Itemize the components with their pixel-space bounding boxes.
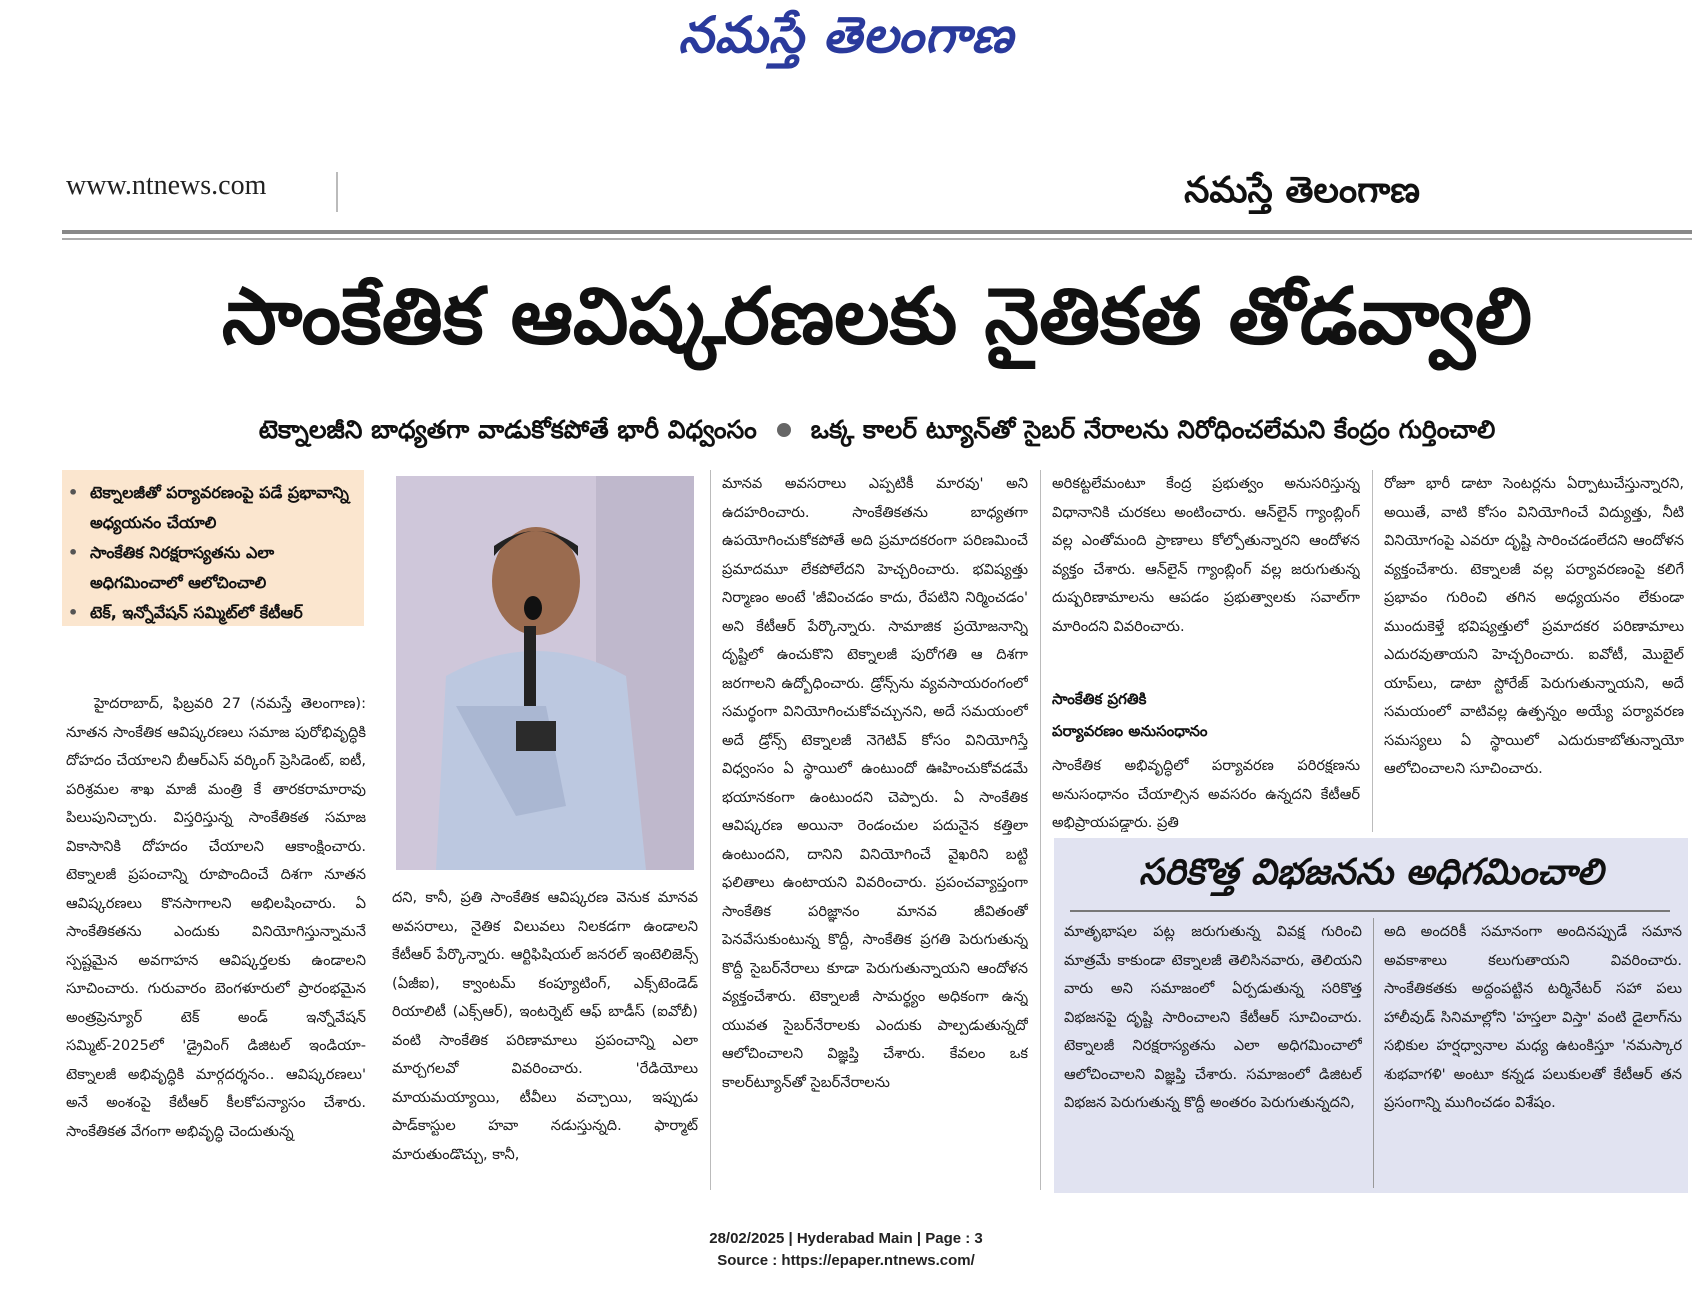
highlight-item: • సాంకేతిక నిరక్షరాస్యతను ఎలా అధిగమించాలో ఆలోచించాలి — [68, 538, 358, 598]
article-column-5: రోజూ భారీ డాటా సెంటర్లను ఏర్పాటుచేస్తున్నారని, అయితే, వాటి కోసం వినియోగించే విద్యుత్తు, నీటి వినియోగంపై ఎవరూ దృష్టి సారించడంలేదని ఆందోళన వ్యక్తంచేశారు. టెక్నాలజీ వల్ల పర్యావరణంపై కలిగే ప్రభావం గురించి తగిన అధ్యయనం లేకుండా ముందుకెళ్తే భవిష్యత్తులో ప్రమాదకర పరిణామాలు ఎదురవుతాయని హెచ్చరించారు. ఐవోటీ, మొబైల్ యాప్‌లు, డాటా స్టోరేజ్ పెరుగుతున్నాయని, అదే సమయంలో వాటివల్ల ఉత్పన్నం అయ్యే పర్యావరణ సమస్యలు ఏ స్థాయిలో ఎదురుకాబోతున్నాయో ఆలోచించాలని సూచించారు. — [1384, 475, 1684, 777]
article-column-4-continued: సాంకేతిక అభివృద్ధిలో పర్యావరణ పరిరక్షణను అనుసంధానం చేయాల్సిన అవసరం ఉన్నదని కేటీఆర్ అభిప్రాయపడ్డారు. ప్రతి — [1052, 757, 1360, 831]
sidebar-box-rule — [1070, 910, 1670, 912]
article-column-3: మానవ అవసరాలు ఎప్పటికీ మారవు' అని ఉదహరించారు. సాంకేతికతను బాధ్యతగా ఉపయోగించుకోకపోతే అది ప్రమాదకరంగా పరిణమించే ప్రమాదమూ లేకపోలేదని హెచ్చరించారు. భవిష్యత్తు నిర్మాణం అంటే 'జీవించడం కాదు, రేపటిని నిర్మించడం' అని కేటీఆర్ పేర్కొన్నారు. సామాజిక ప్రయోజనాన్ని దృష్టిలో ఉంచుకొని టెక్నాలజీ పురోగతి ఆ దిశగా జరగాలని ఉద్బోధించారు. డ్రోన్స్‌ను వ్యవసాయరంగంలో సమర్థంగా వినియోగించుకోవచ్చునని, అదే సమయంలో అదే డ్రోన్స్ టెక్నాలజీ నెగెటివ్ కోసం వినియోగిస్తే విధ్వంసం ఏ స్థాయిలో ఉంటుందో ఊహించుకోవడమే భయానకంగా ఉంటుందని చెప్పారు. ఏ సాంకేతిక ఆవిష్కరణ అయినా రెండంచుల పదునైన కత్తిలా ఉంటుందని, దానిని వినియోగించే వైఖరిని బట్టి ఫలితాలు ఉంటాయని వివరించారు. ప్రపంచవ్యాప్తంగా సాంకేతిక పరిజ్ఞానం మానవ జీవితంతో పెనవేసుకుంటున్న కొద్దీ, సాంకేతిక ప్రగతి పెరుగుతున్న కొద్దీ సైబర్‌నేరాలు కూడా పెరుగుతున్నాయని ఆందోళన వ్యక్తంచేశారు. టెక్నాలజీ సామర్థ్యం అధికంగా ఉన్న యువత సైబర్‌నేరాలకు ఎందుకు పాల్పడుతున్నదో ఆలోచించాలని విజ్ఞప్తి చేశారు. కేవలం ఒక కాలర్‌ట్యూన్‌తో సైబర్‌నేరాలను — [722, 475, 1028, 1091]
brand-name: నమస్తే తెలంగాణ — [1184, 170, 1420, 211]
header-rule — [62, 230, 1692, 234]
highlight-item: • టెక్నాలజీతో పర్యావరణంపై పడే ప్రభావాన్ని అధ్యయనం చేయాలి — [68, 478, 358, 538]
subhead-1: టెక్నాలజీని బాధ్యతగా వాడుకోకపోతే భారీ విధ్వంసం — [258, 415, 757, 444]
page-footer — [0, 1228, 1692, 1272]
article-column-2: దని, కానీ, ప్రతి సాంకేతిక ఆవిష్కరణ వెనుక మానవ అవసరాలు, నైతిక విలువలు నిలకడగా ఉండాలని కేటీఆర్ పేర్కొన్నారు. ఆర్టిఫిషియల్ జనరల్ ఇంటెలిజెన్స్ (ఏజీఐ), క్వాంటమ్ కంప్యూటింగ్, ఎక్స్‌టెండెడ్ రియాలిటీ (ఎక్స్ఆర్), ఇంటర్నెట్ ఆఫ్ బాడీస్ (ఐవోబీ) వంటి సాంకేతిక పరిణామాలు ప్రపంచాన్ని ఎలా మార్చగలవో వివరించారు. 'రేడియోలు మాయమయ్యాయి, టీవీలు వచ్చాయి, ఇప్పుడు పాడ్‌కాస్టుల హవా నడుస్తున్నది. ఫార్మాట్ మారుతుండొచ్చు, కానీ, — [392, 889, 698, 1163]
article-subheads — [62, 410, 1692, 450]
column-divider — [710, 470, 711, 1190]
header-rule-thin — [62, 238, 1692, 240]
footer-date-line: 28/02/2025 | Hyderabad Main | Page : 3 — [709, 1230, 983, 1247]
footer-source-line: Source : https://epaper.ntnews.com/ — [717, 1252, 975, 1269]
masthead-title: నమస్తే తెలంగాణ — [678, 6, 1014, 64]
speaker-photo — [396, 476, 694, 870]
article-column-1: హైదరాబాద్, ఫిబ్రవరి 27 (నమస్తే తెలంగాణ): నూతన సాంకేతిక ఆవిష్కరణలు సమాజ పురోభివృద్ధికి దోహదం చేయాలని బీఆర్‌ఎస్ వర్కింగ్ ప్రెసిడెంట్, ఐటీ, పరిశ్రమల శాఖ మాజీ మంత్రి కే తారకరామారావు పిలుపునిచ్చారు. విస్తరిస్తున్న సాంకేతికత సమాజ వికాసానికి దోహదం చేయాలని ఆకాంక్షించారు. టెక్నాలజీ ప్రపంచాన్ని రూపొందించే దిశగా నూతన ఆవిష్కరణలు కొనసాగాలని అభిలషించారు. ఏ సాంకేతికతను ఎందుకు వినియోగిస్తున్నామనే స్పష్టమైన అవగాహన ఆవిష్కర్తలకు ఉండాలని సూచించారు. గురువారం బెంగళూరులో ప్రారంభమైన అంత్రప్రెన్యూర్ టెక్ అండ్ ఇన్నోవేషన్ సమ్మిట్-2025లో 'డ్రైవింగ్ డిజిటల్ ఇండియా- టెక్నాలజీ అభివృద్ధికి మార్గదర్శనం.. ఆవిష్కరణలు' అనే అంశంపై కేటీఆర్ కీలకోపన్యాసం చేశారు. సాంకేతికత వేగంగా అభివృద్ధి చెందుతున్న — [66, 695, 366, 1140]
highlights-box — [62, 470, 364, 626]
website-url: www.ntnews.com — [66, 170, 267, 201]
highlight-item: • టెక్, ఇన్నోవేషన్ సమ్మిట్‌లో కేటీఆర్ — [68, 598, 358, 628]
subhead-2: ఒక్క కాలర్ ట్యూన్‌తో సైబర్ నేరాలను నిరోధించలేమని కేంద్రం గుర్తించాలి — [810, 415, 1496, 444]
column-divider — [1373, 918, 1374, 1188]
sidebar-column-1: మాతృభాషల పట్ల జరుగుతున్న వివక్ష గురించి మాత్రమే కాకుండా టెక్నాలజీ తెలిసినవారు, తెలియని వారు అని సమాజంలో ఏర్పడుతున్న సరికొత్త విభజనపై దృష్టి సారించాలని కేటీఆర్ సూచించారు. టెక్నాలజీ నిరక్షరాస్యతను ఎలా అధిగమించాలో ఆలోచించాలని విజ్ఞప్తి చేశారు. సమాజంలో డిజిటల్ విభజన పెరుగుతున్న కొద్దీ అంతరం పెరుగుతున్నదని, — [1064, 923, 1362, 1111]
column-divider — [1040, 470, 1041, 1190]
bullet-dot-icon — [777, 423, 791, 437]
article-headline: సాంకేతిక ఆవిష్కరణలకు నైతికత తోడవ్వాలి — [221, 272, 1533, 362]
article-column-4: అరికట్టలేమంటూ కేంద్ర ప్రభుత్వం అనుసరిస్తున్న విధానానికి చురకలు అంటించారు. ఆన్‌లైన్ గ్యాంబ్లింగ్ వల్ల ఎంతోమంది ప్రాణాలు కోల్పోతున్నారని ఆందోళన వ్యక్తం చేశారు. ఆన్‌లైన్ గ్యాంబ్లింగ్ వల్ల జరుగుతున్న దుష్పరిణామాలను ఆపడం ప్రభుత్వాలకు సవాల్‌గా మారిందని వివరించారు. — [1052, 475, 1360, 635]
bullet-icon: • — [68, 603, 79, 622]
bullet-icon: • — [68, 483, 79, 502]
section-subtitle: సాంకేతిక ప్రగతికి పర్యావరణం అనుసంధానం — [1052, 690, 1208, 740]
header-divider — [336, 172, 338, 212]
sidebar-box-title: సరికొత్త విభజనను అధిగమించాలి — [1138, 852, 1604, 893]
speaker-illustration — [396, 476, 694, 870]
bullet-icon: • — [68, 543, 79, 562]
column-divider — [1372, 470, 1373, 832]
sidebar-column-2: అది అందరికీ సమానంగా అందినప్పుడే సమాన అవకాశాలు కలుగుతాయని వివరించారు. సాంకేతికతకు అద్దంపట్టిన టర్మినేటర్ సహా పలు హాలీవుడ్ సినిమాల్లోని 'హస్తలా విస్తా' వంటి డైలాగ్‌ను సభికుల హర్షధ్వానాల మధ్య ఉటంకిస్తూ 'నమస్కార శుభవాగళి' అంటూ కన్నడ పలుకులతో కేటీఆర్ తన ప్రసంగాన్ని ముగించడం విశేషం. — [1384, 923, 1682, 1111]
